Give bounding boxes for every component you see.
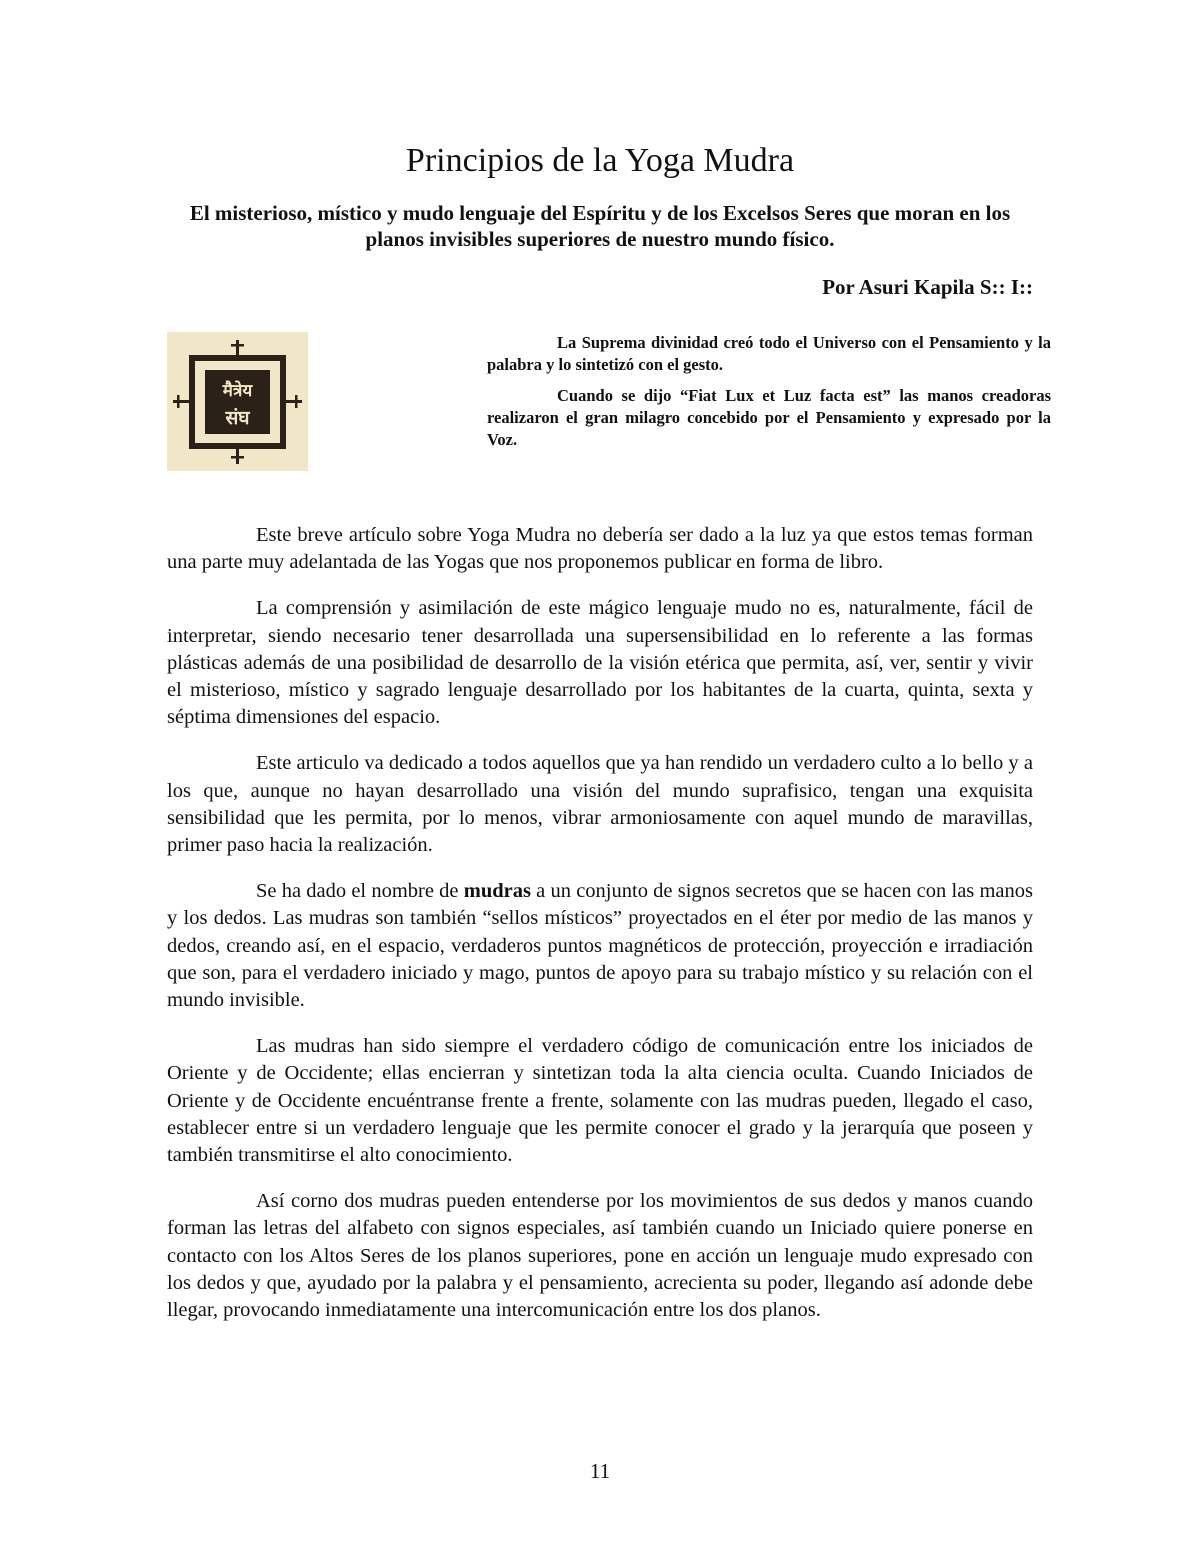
body-paragraph: Así corno dos mudras pueden entenderse por los movimientos de sus dedos y manos cuando forman las letras del alfabeto con signos especiales, así también cuando un Iniciado quiere ponerse en contacto con los Altos Seres de los planos superiores, pone en acción un lenguaje mudo expresado con los dedos y que, ayudado por la palabra y el pensamiento, acrecienta su poder, llegando así adonde debe llegar, provocando inmediatamente una intercomunicación entre los dos planos. <box>167 1190 1033 1322</box>
author-byline: Por Asuri Kapila S:: I:: <box>822 275 1033 299</box>
epigraph <box>487 332 1051 460</box>
page-title: Principios de la Yoga Mudra <box>405 142 795 179</box>
body-paragraph: Las mudras han sido siempre el verdadero código de comunicación entre los iniciados de Oriente y de Occidente; ellas encierran y sintetizan toda la alta ciencia oculta. Cuando Iniciados de Oriente y de Occidente encuéntranse frente a frente, solamente con las mudras pueden, llegado el caso, establecer entre si un verdadero lenguaje que les permite conocer el grado y la jerarquía que poseen y también transmitirse el alto conocimiento. <box>167 1035 1033 1167</box>
text-run: a un conjunto de signos secretos que se hacen con las manos y los dedos. Las mudras son también “sellos místicos” proyectados en el éter por medio de las manos y dedos, creando así, en el espacio, verdaderos puntos magnéticos de protección, proyección e irradiación que son, para el verdadero iniciado y mago, puntos de apoyo para su trabajo místico y su relación con el mundo invisible. <box>167 880 1033 1012</box>
epigraph-paragraph: La Suprema divinidad creó todo el Universo con el Pensamiento y la palabra y lo sintetizó con el gesto. <box>487 333 1051 374</box>
text-run: Se ha dado el nombre de <box>256 880 464 903</box>
body-paragraph: Este breve artículo sobre Yoga Mudra no debería ser dado a la luz ya que estos temas forman una parte muy adelantada de las Yogas que nos proponemos publicar en forma de libro. <box>167 524 1033 574</box>
article-body <box>167 522 1033 1343</box>
emblem-text-line1: मैत्रेय <box>222 381 253 401</box>
subtitle: El misterioso, místico y mudo lenguaje del Espíritu y de los Excelsos Seres que moran en los planos invisibles superiores de nuestro mundo físico. <box>189 201 1011 251</box>
body-paragraph <box>167 878 1033 1014</box>
epigraph-paragraph: Cuando se dijo “Fiat Lux et Luz facta est” las manos creadoras realizaron el gran milagro concebido por el Pensamiento y expresado por la Voz. <box>487 386 1051 449</box>
emblem-icon <box>167 332 308 471</box>
body-paragraph: Este articulo va dedicado a todos aquellos que ya han rendido un verdadero culto a lo bello y a los que, aunque no hayan desarrollado una visión del mundo suprafisico, tengan una exquisita sensibilidad que les permita, por lo menos, vibrar armoniosamente con aquel mundo de maravillas, primer paso hacia la realización. <box>167 752 1033 857</box>
emblem-text-line2: संघ <box>225 407 250 429</box>
bold-term: mudras <box>463 880 531 903</box>
page-number: 11 <box>589 1459 611 1483</box>
maitreya-sangha-emblem <box>167 332 308 471</box>
body-paragraph: La comprensión y asimilación de este mágico lenguaje mudo no es, naturalmente, fácil de interpretar, siendo necesario tener desarrollada una supersensibilidad en lo referente a las formas plásticas además de una posibilidad de desarrollo de la visión etérica que permita, así, ver, sentir y vivir el misterioso, místico y sagrado lenguaje desarrollado por los habitantes de la cuarta, quinta, sexta y séptima dimensiones del espacio. <box>167 597 1033 729</box>
